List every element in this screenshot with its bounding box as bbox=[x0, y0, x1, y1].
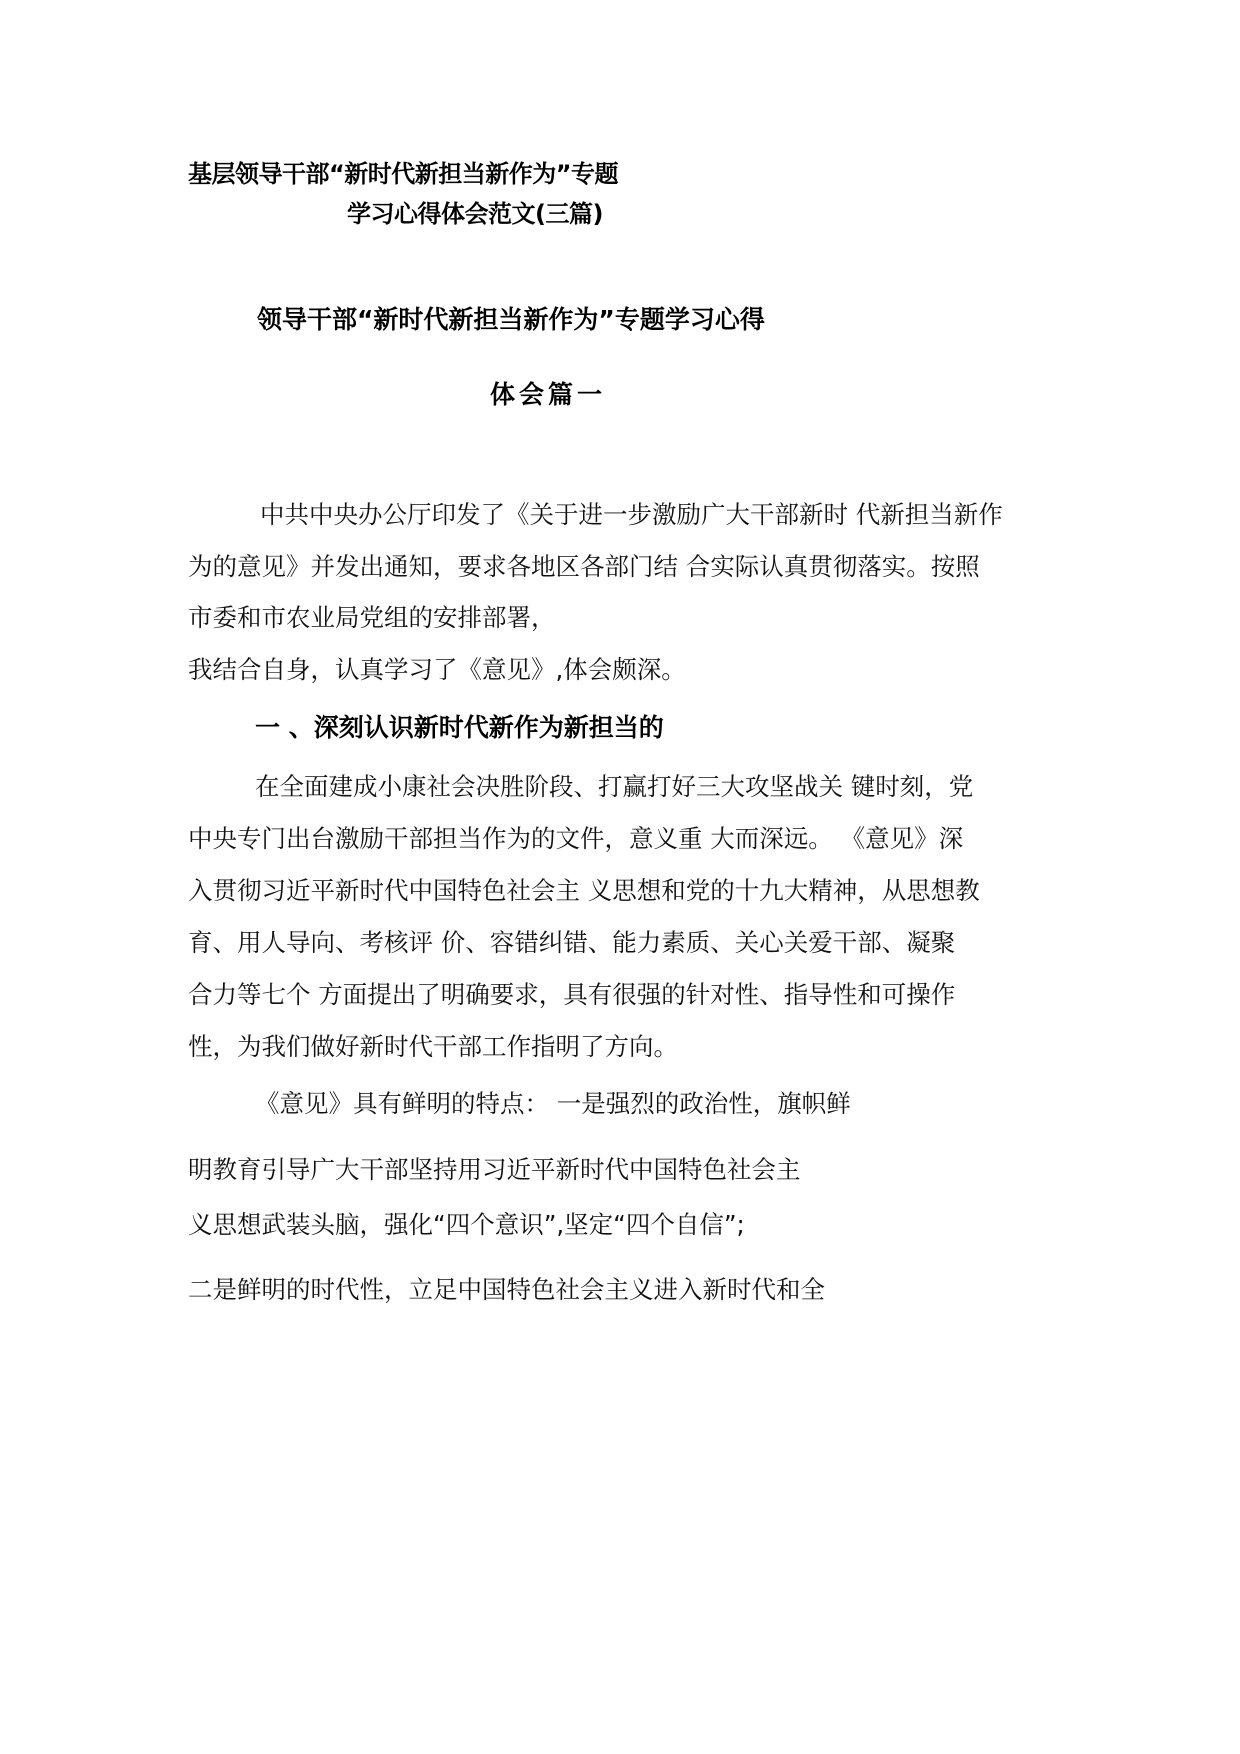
paragraph-1-line: 性，为我们做好新时代干部工作指明了方向。 bbox=[188, 1032, 678, 1061]
paragraph-2-line: 义思想武装头脑，强化“四个意识”,坚定“四个自信”; bbox=[188, 1210, 745, 1239]
paragraph-1-line: 中央专门出台激励干部担当作为的文件，意义重 大而深远。 《意见》深 bbox=[188, 824, 964, 853]
document-title-line-2: 学习心得体会范文(三篇) bbox=[347, 200, 603, 228]
intro-line: 中共中央办公厅印发了《关于进一步激励广大干部新时 代新担当新作 bbox=[260, 500, 1003, 529]
paragraph-1-line: 育、用人导向、考核评 价、容错纠错、能力素质、关心关爱干部、凝聚 bbox=[188, 928, 956, 957]
document-title-line-1: 基层领导干部“新时代新担当新作为”专题 bbox=[188, 160, 619, 188]
intro-line: 为的意见》并发出通知，要求各地区各部门结 合实际认真贯彻落实。按照 bbox=[188, 552, 980, 581]
intro-line: 我结合自身，认真学习了《意见》,体会颇深。 bbox=[188, 655, 686, 684]
paragraph-1-line: 在全面建成小康社会决胜阶段、打赢打好三大攻坚战关 键时刻，党 bbox=[255, 772, 974, 801]
section-title-line-2: 体会篇一 bbox=[490, 380, 607, 409]
section-heading-1: 一 、深刻认识新时代新作为新担当的 bbox=[255, 713, 664, 742]
paragraph-2-line: 《意见》具有鲜明的特点： 一是强烈的政治性，旗帜鲜 bbox=[255, 1089, 851, 1118]
paragraph-1-line: 入贯彻习近平新时代中国特色社会主 义思想和党的十九大精神，从思想教 bbox=[188, 876, 980, 905]
paragraph-1-line: 合力等七个 方面提出了明确要求，具有很强的针对性、指导性和可操作 bbox=[188, 980, 956, 1009]
section-title-line-1: 领导干部“新时代新担当新作为”专题学习心得 bbox=[257, 305, 765, 334]
paragraph-2-line: 二是鲜明的时代性，立足中国特色社会主义进入新时代和全 bbox=[188, 1275, 825, 1304]
paragraph-2-line: 明教育引导广大干部坚持用习近平新时代中国特色社会主 bbox=[188, 1155, 801, 1184]
intro-line: 市委和市农业局党组的安排部署， bbox=[188, 603, 556, 632]
